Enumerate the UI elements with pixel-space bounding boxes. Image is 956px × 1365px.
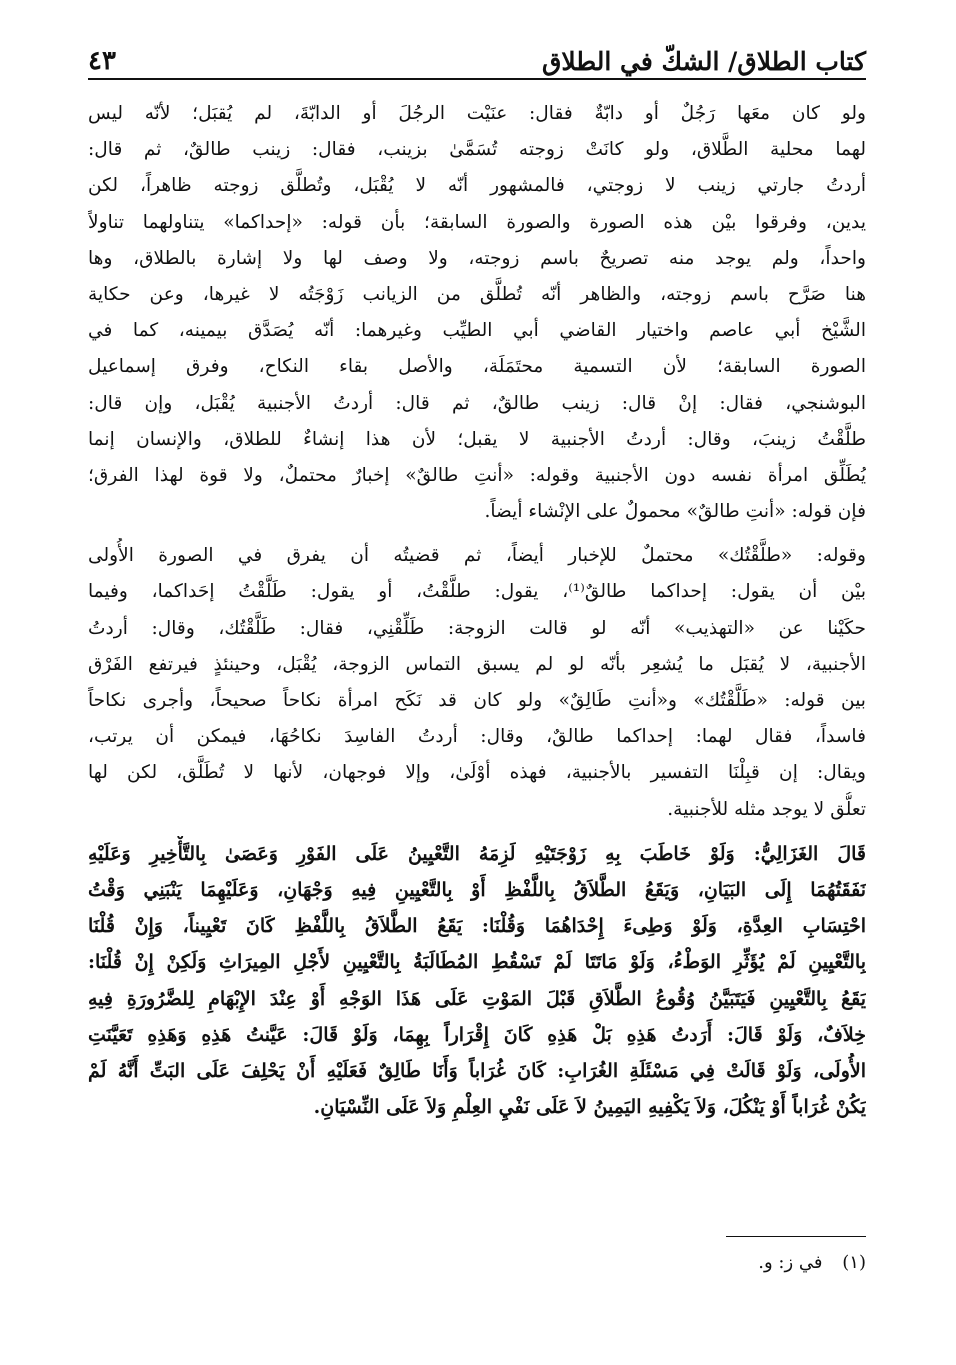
page-number: ٤٣ <box>88 46 116 76</box>
text-line: هنا صَرَّح باسم زوجته، والظاهر أنّه تُطلَّق من الزيانب زَوْجَتُه لا غيرها، وعن حكاية <box>88 283 866 305</box>
text-line: يَكُنْ غُرَاباً أَوْ يَنْكُلَ، وَلاَ يَكْفِيهِ اليَمِينُ لاَ عَلَى نَفْيِ العِلْمِ وَلاَ عَلَى النِّسْيَانِ. <box>313 1096 866 1119</box>
text-line: حكَيْنا عن «التهذيب» أنّه لو قالت الزوجة: طَلِّقْنِي، فقال: طَلَّقْتُك، وقال: أردتُ <box>88 617 866 639</box>
text-line: ويقال: إن قبِلْنَا التفسير بالأجنبية، فهذه أوْلَىٰ، وإلا فوجهان، لأنها لا تُطَلَّق، لكن لها <box>88 762 866 784</box>
footnote-divider <box>726 1236 866 1237</box>
footnote-number: (١) <box>842 1252 866 1273</box>
paragraph-gap <box>88 828 866 836</box>
text-line: البوشنجي، فقال: إنْ قال: زينب طالقٌ، ثم قال: أردتُ الأجنبية يُقْبَل، وإن قال: <box>88 392 866 414</box>
commentary-paragraph <box>88 96 866 530</box>
text-line: لهما محلية الطَّلاق، ولو كانَتْ زوجته تُسَمَّىٰ بزينب، فقال: زينب طالقٌ، ثم قال: <box>88 139 866 161</box>
text-line: الأجنبية، لا يُقبَل ما يُشعِر بأنّه لو لم يسبق التماس الزوجة، يُقْبَل، وحينئذٍ فيرتفع الفَرْق <box>88 653 866 675</box>
text-line: الشَّيْخ أبي عاصم واختيار القاضي أبي الطيِّب وغيرهما: أنّه يُصَدَّق بيمينه، كما في <box>88 320 866 342</box>
text-line: يَقَعُ بِالتَّعْيِينِ فَيَتَبَيَّنُ وُقُوعُ الطَّلاَقِ قَبْلَ المَوْتِ عَلَى هَذَا الوَجْهِ أَوْ عِنْدَ الإِبْهَامِ لِلضَّرُورَةِ فِيهِ <box>88 987 866 1010</box>
main-text <box>88 96 866 1125</box>
text-line: بِالتَّعْيِينِ لَمْ يُؤَثِّرِ الوَطْءُ، وَلَوْ مَاتَتَا لَمْ تَسْقُطِ المُطَالَبَةُ بِالتَّعْيِينِ لأَجْلِ المِيرَاثِ وَلَكِنْ إِنْ قُلْنَا: <box>88 951 866 974</box>
paragraph-gap <box>88 530 866 538</box>
text-line: فإن قوله: «أنتِ طالقٌ» محمولٌ على الإنْشاء أيضاً. <box>484 501 866 523</box>
footnote-text: في ز: و. <box>758 1252 823 1273</box>
text-line: قَالَ الغَزَالِيُّ: وَلَوْ خَاطَبَ بِهِ زَوْجَتَيْهِ لَزِمَهُ التَّعْيِينُ عَلَى الفَوْرِ وَعَصَىٰ بِالتَّأْخِيرِ وَعَلَيْهِ <box>88 842 866 865</box>
text-line: يدين، وفرقوا بيْن هذه الصورة والصورة السابقة؛ بأن قوله: «إحداكما» يتناولهما تناولاً <box>88 211 866 233</box>
text-line: بيْن أن يقول: إحداكما طالقٌ⁽¹⁾، يقول: طلَّقْتُ، أو يقول: طَلَّقْتُ إحَداكما، وفيما <box>88 581 866 603</box>
text-line: الأُولَى، وَلَوْ قَالَتْ فِي مَسْئَلَةِ الغُرَابِ: كَانَ غُرَاباً وَأَنَا طَالِقٌ فَعَلَيْهِ أَنْ يَحْلِفَ عَلَى البَتِّ أَنَّهُ لَمْ <box>88 1059 866 1082</box>
text-line: وقوله: «طلَّقْتُك» محتملٌ للإخبار أيضاً، ثم قضيتُه أن يفرق في الصورة الأُولى <box>88 545 866 567</box>
text-line: ولو كان معَها رَجُلٌ أو دابّةٌ فقال: عنَيْت الرجُلَ أو الدابّةَ، لم يُقبَل؛ لأنّه ليس <box>88 103 866 124</box>
footnote <box>758 1252 866 1273</box>
page-header <box>88 36 866 76</box>
text-line: طلَّقْتُ زينبَ، وقال: أردتُ الأجنبية لا يقبل؛ لأن هذا إنشاءٌ للطلاق، والإنسان إنما <box>88 428 866 450</box>
text-line: خِلاَفٌ، وَلَوْ قَالَ: أَرَدتُ هَذِهِ بَلْ هَذِهِ كَانَ إِقْرَاراً بِهِمَا، وَلَوْ قَالَ: عَيَّنتُ هَذِهِ وَهَذِهِ تَعَيَّنَتِ <box>88 1023 866 1046</box>
text-line: واحداً، ولم يوجد منه تصريحٌ باسم زوجته، ولا وصف لها ولا إشارة بالطلاق، وها <box>88 247 866 269</box>
text-line: الصورة السابقة؛ لأن التسمية محتَمَلَة، والأصل بقاء النكاح، وفرق إسماعيل <box>88 356 866 378</box>
text-line: احْتِسَابِ العِدَّةِ، وَلَوْ وَطِىءَ إِحْدَاهُمَا وَقُلْنَا: يَقَعُ الطَّلاَقُ بِاللَّفْظِ كَانَ تَعْيِيناً، وَإِنْ قُلْنَا <box>88 915 866 938</box>
quoted-text-paragraph <box>88 836 866 1126</box>
text-line: بين قوله: «طَلَّقْتُك» و«أنتِ طَالِقٌ» ولو كان قد نَكَح امرأة نكاحاً صحيحاً، وأجرى نكاحاً <box>88 690 866 711</box>
commentary-paragraph <box>88 538 866 828</box>
text-line: يُطَلِّق امرأة نفسه دون الأجنبية وقوله: «أنتِ طالقٌ» إخبارٌ محتملٌ، ولا قوة لهذا الفرق؛ <box>88 464 866 486</box>
text-line: تعلُّق لا يوجد مثله للأجنبية. <box>667 798 866 820</box>
running-title: كتاب الطلاق/ الشكّ في الطلاق <box>541 47 866 76</box>
text-line: أردتُ جارتي زينب لا زوجتي، فالمشهور أنّه لا يُقْبَل، وتُطلَّق زوجته ظاهراً، لكن <box>88 175 866 197</box>
text-line: نَفَقَتُهُمَا إِلَى البَيَانِ، وَيَقَعُ الطَّلاَقُ بِاللَّفْظِ أَوْ بِالتَّعْيِينِ فِيهِ وَجْهَانِ، وَعَلَيْهِمَا يَنْبَنِي وَقْتُ <box>88 878 866 901</box>
header-divider <box>88 78 866 80</box>
text-line: فاسداً، فقال لهما: إحداكما طالقٌ، وقال: أردتُ الفاسِدَ نكاحُهَا، فيمكن أن يرتب، <box>88 726 866 748</box>
